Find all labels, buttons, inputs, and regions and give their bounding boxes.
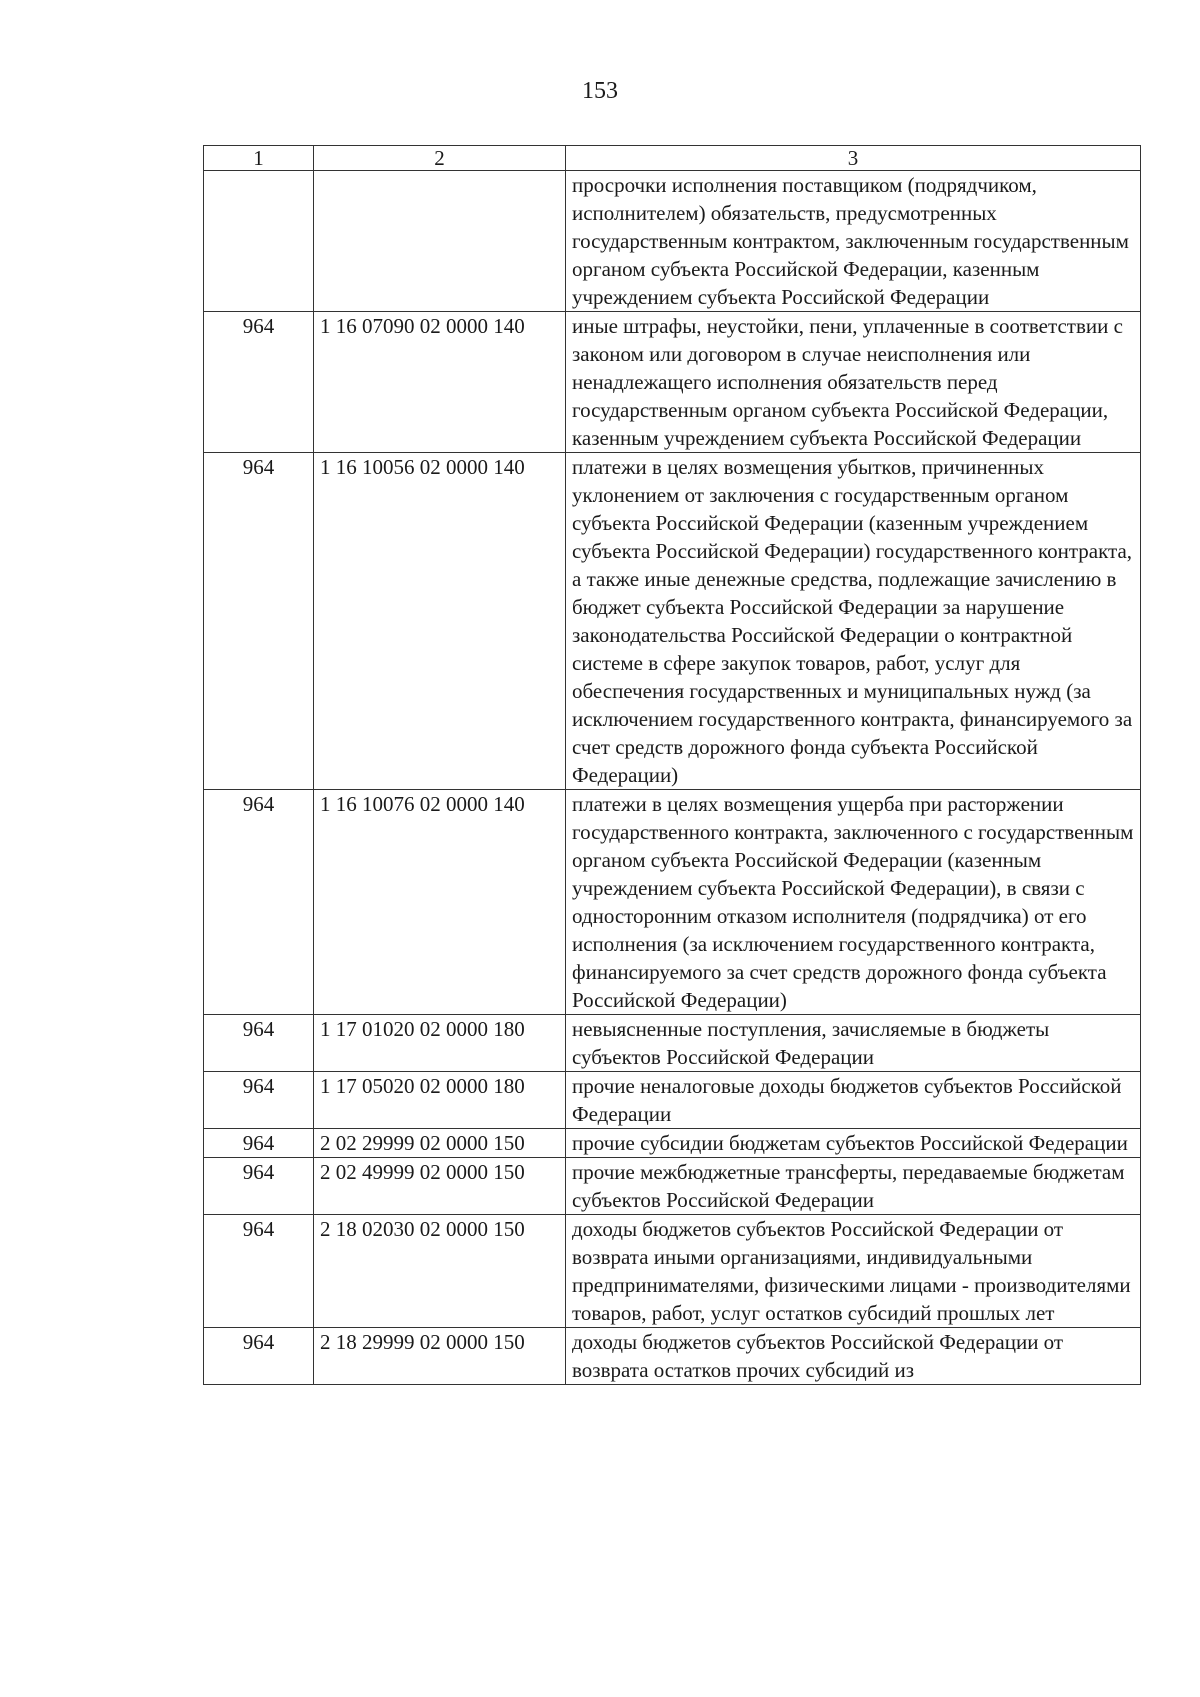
description-cell: невыясненные поступления, зачисляемые в бюджеты субъектов Российской Федерации <box>566 1015 1141 1072</box>
description-cell: платежи в целях возмещения убытков, причиненных уклонением от заключения с государственным органом субъекта Российской Федерации (казенным учреждением субъекта Российской Федерации) государственного контракта, а также иные денежные средства, подлежащие зачислению в бюджет субъекта Российской Федерации за нарушение законодательства Российской Федерации о контрактной системе в сфере закупок товаров, работ, услуг для обеспечения государственных и муниципальных нужд (за исключением государственного контракта, финансируемого за счет средств дорожного фонда субъекта Российской Федерации) <box>566 453 1141 790</box>
table-row <box>204 1328 1141 1385</box>
page-number: 153 <box>582 78 618 104</box>
budget-code-cell <box>314 171 566 312</box>
budget-code-cell: 1 16 10056 02 0000 140 <box>314 453 566 790</box>
admin-code-cell: 964 <box>204 1328 314 1385</box>
budget-code-cell: 1 16 10076 02 0000 140 <box>314 790 566 1015</box>
admin-code-cell <box>204 171 314 312</box>
budget-code-cell: 1 16 07090 02 0000 140 <box>314 312 566 453</box>
budget-code-cell: 2 02 49999 02 0000 150 <box>314 1158 566 1215</box>
column-header-1: 1 <box>204 146 314 171</box>
description-cell: прочие неналоговые доходы бюджетов субъектов Российской Федерации <box>566 1072 1141 1129</box>
budget-code-cell: 2 02 29999 02 0000 150 <box>314 1129 566 1158</box>
admin-code-cell: 964 <box>204 453 314 790</box>
description-cell: доходы бюджетов субъектов Российской Федерации от возврата остатков прочих субсидий из <box>566 1328 1141 1385</box>
budget-code-cell: 2 18 02030 02 0000 150 <box>314 1215 566 1328</box>
budget-code-cell: 2 18 29999 02 0000 150 <box>314 1328 566 1385</box>
description-cell: иные штрафы, неустойки, пени, уплаченные в соответствии с законом или договором в случае неисполнения или ненадлежащего исполнения обязательств перед государственным органом субъекта Российской Федерации, казенным учреждением субъекта Российской Федерации <box>566 312 1141 453</box>
table-row <box>204 1129 1141 1158</box>
budget-code-cell: 1 17 01020 02 0000 180 <box>314 1015 566 1072</box>
admin-code-cell: 964 <box>204 1158 314 1215</box>
admin-code-cell: 964 <box>204 1129 314 1158</box>
description-cell: доходы бюджетов субъектов Российской Федерации от возврата иными организациями, индивидуальными предпринимателями, физическими лицами - производителями товаров, работ, услуг остатков субсидий прошлых лет <box>566 1215 1141 1328</box>
admin-code-cell: 964 <box>204 1072 314 1129</box>
table-row <box>204 171 1141 312</box>
table-row <box>204 1215 1141 1328</box>
description-cell: платежи в целях возмещения ущерба при расторжении государственного контракта, заключенного с государственным органом субъекта Российской Федерации (казенным учреждением субъекта Российской Федерации), в связи с односторонним отказом исполнителя (подрядчика) от его исполнения (за исключением государственного контракта, финансируемого за счет средств дорожного фонда субъекта Российской Федерации) <box>566 790 1141 1015</box>
column-header-3: 3 <box>566 146 1141 171</box>
table-row <box>204 1158 1141 1215</box>
table-row <box>204 1015 1141 1072</box>
table-row <box>204 1072 1141 1129</box>
description-cell: прочие субсидии бюджетам субъектов Российской Федерации <box>566 1129 1141 1158</box>
table-row <box>204 312 1141 453</box>
table-row <box>204 453 1141 790</box>
admin-code-cell: 964 <box>204 1215 314 1328</box>
description-cell: просрочки исполнения поставщиком (подрядчиком, исполнителем) обязательств, предусмотренных государственным контрактом, заключенным государственным органом субъекта Российской Федерации, казенным учреждением субъекта Российской Федерации <box>566 171 1141 312</box>
admin-code-cell: 964 <box>204 790 314 1015</box>
budget-code-cell: 1 17 05020 02 0000 180 <box>314 1072 566 1129</box>
admin-code-cell: 964 <box>204 1015 314 1072</box>
budget-codes-table <box>203 145 1141 1385</box>
admin-code-cell: 964 <box>204 312 314 453</box>
table-row <box>204 790 1141 1015</box>
column-header-2: 2 <box>314 146 566 171</box>
table-header-row <box>204 146 1141 171</box>
description-cell: прочие межбюджетные трансферты, передаваемые бюджетам субъектов Российской Федерации <box>566 1158 1141 1215</box>
